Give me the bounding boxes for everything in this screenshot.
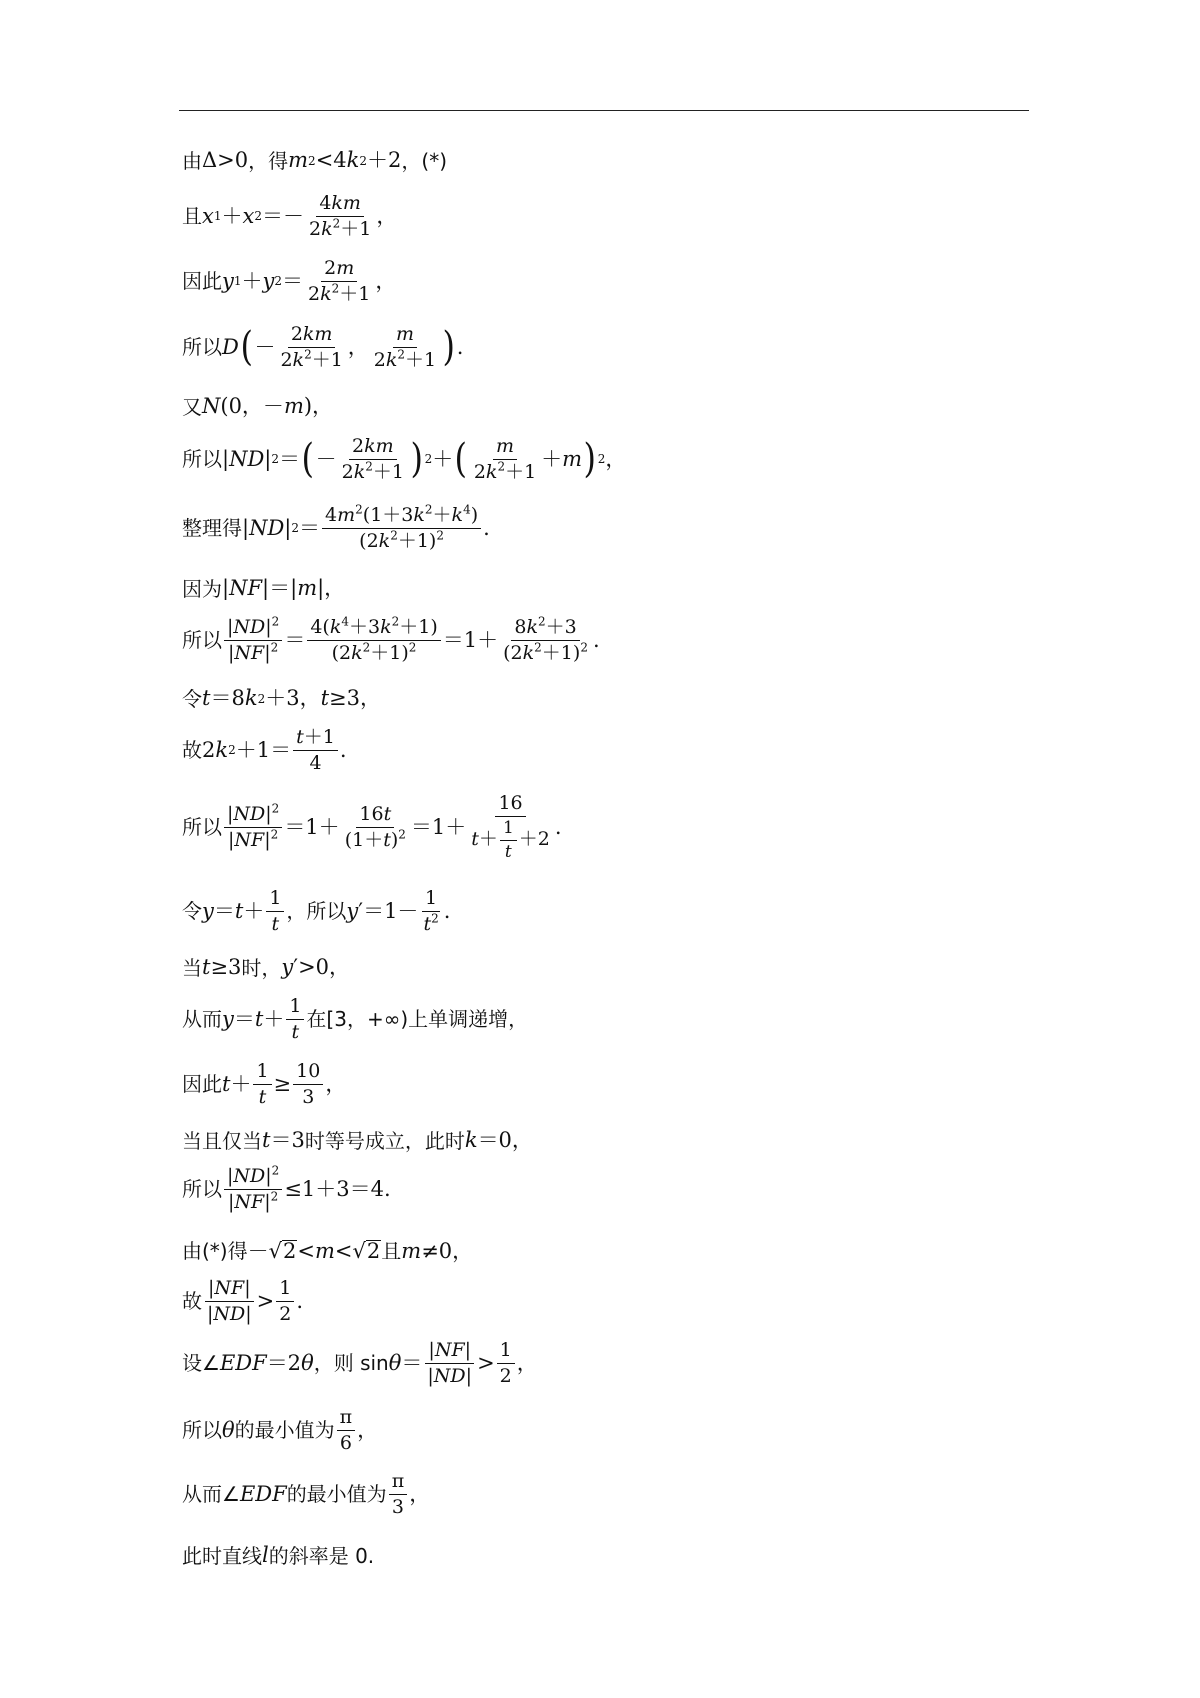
text-cn: ，则 sin [313, 1351, 389, 1376]
text-cn: 所以 [182, 815, 222, 840]
fraction: $\frac{m}{2k^2+1}$ [473, 435, 537, 483]
text-cn: 故 [182, 1289, 202, 1314]
solution-line-10: 令 t ＝8 k 2 ＋3， t ≥3， [182, 686, 381, 711]
text-cn: 所以 [182, 1177, 222, 1202]
solution-line-2: 且 x 1 ＋ x 2 ＝－ $\frac{4km}{2k^2+1}$ ， [182, 192, 398, 240]
fraction: $\frac{2km}{2k^2+1}$ [341, 435, 404, 483]
solution-line-16: 因此 t ＋ $\frac{1}{t}$ ≥ $\frac{10}{3}$ ， [182, 1060, 347, 1108]
fraction: $\frac{2km}{2k^2+1}$ [280, 323, 343, 371]
text-cn: 因此 [182, 1072, 222, 1097]
solution-line-19: 由(*)得 － √ 2 < m < √ 2 且 m ≠0， [182, 1238, 474, 1263]
text-cn: ，(*) [401, 148, 448, 173]
solution-line-8: 因为 | NF |＝| m |， [182, 576, 346, 601]
text-cn: 令 [182, 686, 202, 711]
solution-line-13: 令 y ＝ t ＋ $\frac{1}{t}$ ，所以 y ′＝1－ $\frac{1}{t^2}$ . [182, 887, 451, 935]
text-cn: 时等号成立，此时 [304, 1128, 465, 1153]
text-cn: 因此 [182, 269, 222, 294]
fraction: $\frac{10}{3}$ [293, 1061, 323, 1108]
text-cn: 在[3，+∞)上单调递增， [306, 1007, 529, 1032]
text-cn: 的最小值为 [286, 1482, 387, 1507]
solution-line-3: 因此 y 1 ＋ y 2 ＝ $\frac{2m}{2k^2+1}$ ， [182, 257, 397, 305]
fraction: $\frac{|NF|}{|ND|}$ [207, 1277, 252, 1325]
solution-line-18: 所以 $\frac{|ND|^2}{|NF|^2}$ ≤1＋3＝4. [182, 1163, 391, 1213]
text-cn: 令 [182, 899, 202, 924]
fraction: $\frac{1}{t^2}$ [423, 887, 439, 935]
solution-line-23: 从而∠ EDF 的最小值为 $\frac{\pi}{3}$ ， [182, 1470, 431, 1518]
text-cn: 当且仅当 [182, 1128, 262, 1153]
solution-line-24: 此时直线 l 的斜率是 0. [182, 1543, 375, 1568]
fraction: $\frac{16t}{(1+t)^2}$ [344, 802, 406, 851]
text-cn: 整理得 [182, 516, 242, 541]
solution-line-7: 整理得 | ND | 2 ＝ $\frac{4m^2(1+3k^2+k^4)}{(2k^2+1)^2}$ . [182, 502, 490, 552]
fraction: $\frac{1}{2}$ [276, 1278, 294, 1325]
text-cn: 当 [182, 955, 202, 980]
solution-line-9: 所以 $\frac{|ND|^2}{|NF|^2}$ ＝ $\frac{4(k^4+3k^2+1)}{(2k^2+1)^2}$ ＝1＋ $\frac{8k^2+3}{(2k^2+1)^2}$ . [182, 614, 600, 664]
fraction: $\frac{1}{t}$ [500, 819, 517, 861]
fraction: $\frac{1}{t}$ [253, 1061, 271, 1108]
solution-line-14: 当 t ≥3 时， y ′>0， [182, 955, 351, 980]
text-cn: 从而 [182, 1007, 222, 1032]
sqrt: √ 2 [352, 1239, 381, 1263]
text-cn: 所以 [182, 628, 222, 653]
solution-line-4: 所以 D ( － $\frac{2km}{2k^2+1}$ ， $\frac{m}{2k^2+1}$ ) . [182, 323, 464, 371]
header-rule [179, 110, 1029, 111]
fraction: $\frac{4(k^4+3k^2+1)}{(2k^2+1)^2}$ [307, 617, 440, 664]
solution-line-1: 由 Δ>0 ，得 m 2 <4 k 2 ＋2 ，(*) [182, 148, 448, 173]
fraction: $\frac{1}{2}$ [497, 1340, 515, 1387]
fraction: $\frac{|ND|^2}{|NF|^2}$ [224, 1166, 282, 1213]
solution-line-21: 设∠ EDF ＝2 θ ，则 sin θ ＝ $\frac{|NF|}{|ND|}$ > $\frac{1}{2}$ ， [182, 1339, 538, 1387]
fraction: $\frac{8k^2+3}{(2k^2+1)^2}$ [503, 614, 588, 664]
solution-line-17: 当且仅当 t ＝3 时等号成立，此时 k ＝0， [182, 1128, 533, 1153]
fraction: $\frac{4km}{2k^2+1}$ [308, 192, 372, 240]
fraction: $\frac{\pi}{3}$ [389, 1471, 408, 1518]
text-cn: 时， [241, 955, 282, 980]
text-cn: 所以 [182, 447, 222, 472]
text-cn: 设∠ [182, 1351, 220, 1376]
text-cn: ，得 [248, 148, 289, 173]
text-cn: 故 [182, 738, 202, 763]
text-cn: 由 [182, 148, 202, 173]
fraction: $\frac{|NF|}{|ND|}$ [427, 1339, 473, 1387]
text-cn: 又 [182, 394, 202, 419]
fraction: $\frac{\pi}{6}$ [337, 1407, 356, 1454]
solution-line-12: 所以 $\frac{|ND|^2}{|NF|^2}$ ＝1＋ $\frac{16t}{(1+t)^2}$ ＝1＋ 16 t＋ $\frac{1}{t}$ ＋2 . [182, 792, 562, 862]
text-cn: 的最小值为 [234, 1418, 335, 1443]
text-cn: 所以 [182, 1418, 222, 1443]
fraction: $\frac{4m^2(1+3k^2+k^4)}{(2k^2+1)^2}$ [322, 505, 481, 552]
fraction: $\frac{1}{t}$ [286, 996, 304, 1043]
fraction: $\frac{1}{t}$ [266, 888, 284, 935]
fraction: 16 t＋ $\frac{1}{t}$ ＋2 [471, 792, 550, 862]
text-cn: 因为 [182, 576, 222, 601]
fraction: $\frac{m}{2k^2+1}$ [373, 323, 437, 371]
solution-line-15: 从而 y ＝ t ＋ $\frac{1}{t}$ 在[3，+∞)上单调递增， [182, 995, 529, 1043]
text-cn: 从而∠ [182, 1482, 240, 1507]
text-cn: 的斜率是 0. [268, 1543, 375, 1568]
text-cn: ，所以 [286, 899, 347, 924]
fraction: $\frac{|ND|^2}{|NF|^2}$ [224, 804, 282, 851]
fraction: $\frac{t+1}{4}$ [293, 727, 338, 774]
text-cn: 且 [182, 204, 202, 229]
solution-line-20: 故 $\frac{|NF|}{|ND|}$ > $\frac{1}{2}$ . [182, 1277, 304, 1325]
solution-line-11: 故 2 k 2 ＋1＝ $\frac{t+1}{4}$ . [182, 726, 347, 774]
fraction: $\frac{2m}{2k^2+1}$ [308, 257, 371, 305]
solution-line-22: 所以 θ 的最小值为 $\frac{\pi}{6}$ ， [182, 1406, 379, 1454]
sqrt: √ 2 [268, 1239, 297, 1263]
text-cn: 此时直线 [182, 1543, 262, 1568]
solution-line-5: 又 N (0，－ m )， [182, 394, 334, 419]
fraction: $\frac{|ND|^2}{|NF|^2}$ [224, 617, 282, 664]
solution-line-6: 所以 | ND | 2 ＝ ( － $\frac{2km}{2k^2+1}$ ) 2 ＋ ( $\frac{m}{2k^2+1}$ ＋ m ) 2 ， [182, 435, 627, 483]
text-cn: 由(*)得 [182, 1239, 248, 1263]
text-cn: 且 [381, 1239, 402, 1263]
text-cn: 所以 [182, 335, 222, 360]
